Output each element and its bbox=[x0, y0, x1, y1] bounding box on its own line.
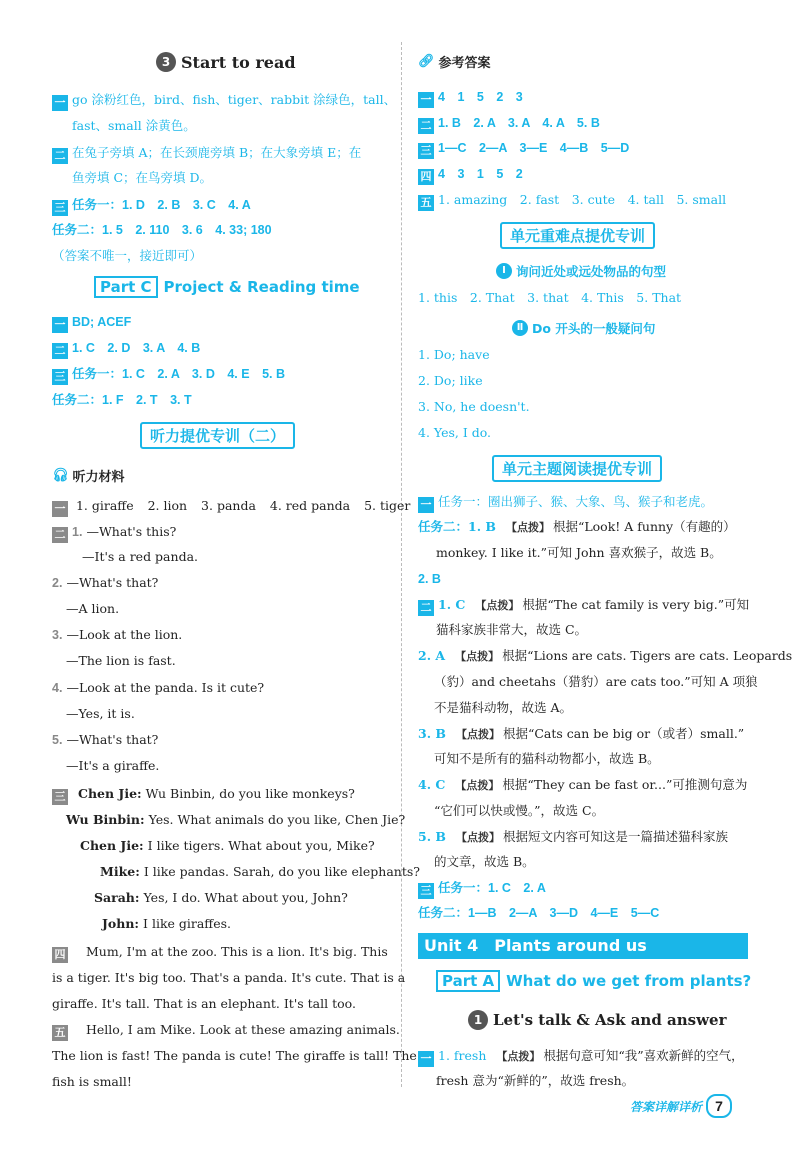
explanation-text: 根据“Lions are cats. Tigers are cats. Leopards bbox=[502, 648, 793, 663]
answer-lead: 2. A bbox=[418, 648, 446, 663]
speaker-name: Chen Jie: bbox=[80, 838, 144, 853]
section-tag: 四 bbox=[418, 169, 434, 185]
start-to-read-heading bbox=[156, 52, 296, 72]
section-tag: 五 bbox=[52, 1025, 68, 1041]
answer-line bbox=[52, 314, 131, 333]
part-label: Part A bbox=[436, 970, 500, 992]
answer-lead: 4. C bbox=[418, 777, 446, 792]
explanation-line: 猫科家族非常大，故选 C。 bbox=[436, 622, 588, 637]
page-number: 7 bbox=[706, 1094, 732, 1118]
explanation-text: 根据句意可知“我”喜欢新鲜的空气， bbox=[543, 1048, 744, 1063]
dialogue-line: I like giraffes. bbox=[143, 916, 231, 931]
answer-note: （答案不唯一，接近即可） bbox=[52, 248, 203, 263]
answer-line bbox=[418, 89, 523, 108]
listening-material-header bbox=[52, 466, 125, 485]
header-label: 参考答案 bbox=[438, 56, 491, 71]
page-footer bbox=[630, 1094, 732, 1118]
dialogue-line: —It's a red panda. bbox=[82, 549, 198, 564]
explanation-line bbox=[418, 648, 792, 665]
section-tag: 二 bbox=[418, 600, 434, 616]
dialogue-line: Yes, I do. What about you, John? bbox=[143, 890, 348, 905]
answer-line: 1. Do; have bbox=[418, 347, 490, 362]
hint-label: 【点拨】 bbox=[455, 650, 500, 663]
section-tag: 五 bbox=[418, 195, 434, 211]
answer-line: 鱼旁填 C；在鸟旁填 D。 bbox=[72, 170, 213, 185]
dialogue-row bbox=[94, 890, 348, 906]
word-item: 1. giraffe bbox=[75, 498, 134, 513]
paperclip-icon: 🔗︎ bbox=[418, 54, 435, 69]
explanation-text: 根据“Look! A funny（有趣的） bbox=[552, 519, 736, 534]
hint-label: 【点拨】 bbox=[455, 831, 500, 844]
answer-line bbox=[418, 140, 629, 159]
dialogue-line: —Look at the panda. Is it cute? bbox=[66, 680, 265, 695]
speaker-name: Wu Binbin: bbox=[66, 812, 145, 827]
roman-numeral-icon: Ⅱ bbox=[512, 320, 528, 336]
section-tag: 一 bbox=[52, 95, 68, 111]
answer-line: 任务二：1—B 2—A 3—D 4—E 5—C bbox=[418, 906, 660, 920]
section-tag: 一 bbox=[52, 501, 68, 517]
listening-line bbox=[52, 680, 264, 696]
explanation-line: （豹）and cheetahs（猎豹）are cats too.”可知 A 项狼 bbox=[434, 674, 758, 689]
hint-label: 【点拨】 bbox=[455, 728, 500, 741]
answer-line bbox=[52, 340, 200, 359]
headphones-icon: 🎧︎ bbox=[52, 468, 69, 483]
hint-label: 【点拨】 bbox=[496, 1050, 541, 1063]
explanation-text: 根据“Cats can be big or（或者）small.” bbox=[502, 726, 745, 741]
lets-talk-heading bbox=[468, 1010, 726, 1030]
dialogue-line: —What's this? bbox=[86, 524, 177, 539]
hint-label: 【点拨】 bbox=[475, 599, 520, 612]
dialogue-line: —What's that? bbox=[66, 732, 159, 747]
section-tag: 二 bbox=[52, 343, 68, 359]
dialogue-row bbox=[100, 864, 420, 880]
unit-difficulty-banner: 单元重难点提优专训 bbox=[500, 222, 655, 249]
section-tag: 三 bbox=[52, 369, 68, 385]
dialogue-row bbox=[66, 812, 405, 828]
column-divider bbox=[401, 42, 402, 1087]
section-tag: 三 bbox=[418, 143, 434, 159]
subheading-1 bbox=[496, 262, 666, 280]
answer-lead: 任务二：1. B bbox=[418, 519, 496, 534]
dialogue-line: —What's that? bbox=[66, 575, 159, 590]
speaker-name: Chen Jie: bbox=[78, 786, 142, 801]
section-title: Start to read bbox=[181, 52, 296, 72]
item-number: 2. bbox=[52, 576, 63, 590]
answer-text: 在兔子旁填 A；在长颈鹿旁填 B；在大象旁填 E；在 bbox=[72, 145, 362, 160]
passage-line bbox=[52, 944, 388, 963]
explanation-line bbox=[418, 1048, 744, 1067]
section-number: 1 bbox=[468, 1010, 488, 1030]
explanation-line: 的文章，故选 B。 bbox=[434, 854, 535, 869]
part-label: Part C bbox=[94, 276, 158, 298]
listening-line bbox=[52, 575, 158, 591]
listening-line bbox=[52, 627, 182, 643]
subheading-2 bbox=[512, 319, 655, 337]
explanation-line bbox=[418, 519, 736, 536]
answer-line: 2. B bbox=[418, 572, 441, 586]
word-item: 2. lion bbox=[147, 498, 188, 513]
answer-text: 4 1 5 2 3 bbox=[438, 90, 523, 104]
word-item: 5. tiger bbox=[364, 498, 411, 513]
passage-line: giraffe. It's tall. That is an elephant. It's tall too. bbox=[52, 996, 356, 1011]
footer-label: 答案详解详析 bbox=[630, 1099, 703, 1114]
answer-line bbox=[52, 366, 285, 385]
listening-line bbox=[52, 524, 176, 543]
reference-answer-header bbox=[418, 52, 491, 71]
word-item: 3. panda bbox=[201, 498, 256, 513]
answer-lead: 1. C bbox=[438, 597, 466, 612]
explanation-line: fresh 意为“新鲜的”，故选 fresh。 bbox=[436, 1073, 635, 1088]
dialogue-line: —Look at the lion. bbox=[66, 627, 183, 642]
passage-text: Mum, I'm at the zoo. This is a lion. It's big. This bbox=[86, 944, 388, 959]
speaker-name: John: bbox=[102, 916, 140, 931]
explanation-line bbox=[418, 726, 744, 743]
answer-text: BD; ACEF bbox=[72, 315, 132, 329]
answer-text: 任务一：1. C 2. A 3. D 4. E 5. B bbox=[72, 367, 286, 381]
explanation-line bbox=[418, 597, 749, 616]
item-number: 5. bbox=[52, 733, 63, 747]
section-tag: 三 bbox=[52, 200, 68, 216]
answer-line: 任务二：1. 5 2. 110 3. 6 4. 33; 180 bbox=[52, 223, 272, 237]
item-number: 3. bbox=[52, 628, 63, 642]
answer-text: 1. amazing 2. fast 3. cute 4. tall 5. small bbox=[438, 192, 727, 207]
section-tag: 一 bbox=[418, 92, 434, 108]
answer-line bbox=[418, 115, 600, 134]
passage-line: is a tiger. It's big too. That's a panda. It's cute. That is a bbox=[52, 970, 406, 985]
item-number: 1. bbox=[72, 525, 83, 539]
part-a-heading bbox=[436, 972, 751, 990]
explanation-text: 根据短文内容可知这是一篇描述猫科家族 bbox=[502, 829, 728, 844]
answer-line: 任务二：1. F 2. T 3. T bbox=[52, 393, 192, 407]
passage-line bbox=[52, 1022, 400, 1041]
answer-line bbox=[418, 192, 726, 211]
part-c-heading bbox=[94, 278, 360, 296]
item-number: 4. bbox=[52, 681, 63, 695]
explanation-line: monkey. I like it.”可知 John 喜欢猴子，故选 B。 bbox=[436, 545, 722, 560]
answer-line: 1. this 2. That 3. that 4. This 5. That bbox=[418, 290, 682, 305]
section-tag: 四 bbox=[52, 947, 68, 963]
answer-text: 任务一：1. D 2. B 3. C 4. A bbox=[72, 198, 251, 212]
dialogue-line: Yes. What animals do you like, Chen Jie? bbox=[148, 812, 406, 827]
answer-line: 2. Do; like bbox=[418, 373, 483, 388]
part-title: What do we get from plants? bbox=[506, 972, 752, 990]
speaker-name: Mike: bbox=[100, 864, 140, 879]
passage-line: fish is small! bbox=[52, 1074, 132, 1089]
explanation-text: 根据“They can be fast or...”可推测句意为 bbox=[502, 777, 748, 792]
answer-text: 任务一：圈出狮子、猴、大象、鸟、猴子和老虎。 bbox=[438, 494, 714, 509]
explanation-line: 不是猫科动物，故选 A。 bbox=[434, 700, 573, 715]
section-tag: 三 bbox=[52, 789, 68, 805]
answer-line: 4. Yes, I do. bbox=[418, 425, 492, 440]
explanation-line bbox=[418, 777, 747, 794]
answer-text: 1. C 2. D 3. A 4. B bbox=[72, 341, 201, 355]
dialogue-line: —It's a giraffe. bbox=[66, 758, 160, 773]
explanation-line bbox=[418, 829, 728, 846]
dialogue-line: —A lion. bbox=[66, 601, 120, 616]
unit-title-bar: Unit 4 Plants around us bbox=[418, 933, 748, 959]
answer-line bbox=[418, 166, 523, 185]
dialogue-line: —Yes, it is. bbox=[66, 706, 135, 721]
answer-lead: 3. B bbox=[418, 726, 446, 741]
dialogue-row bbox=[80, 838, 375, 854]
subheading-text: Do 开头的一般疑问句 bbox=[532, 321, 656, 336]
section-tag: 一 bbox=[52, 317, 68, 333]
answer-lead: 1. fresh bbox=[438, 1048, 487, 1063]
explanation-text: 根据“The cat family is very big.”可知 bbox=[522, 597, 750, 612]
reading-banner: 单元主题阅读提优专训 bbox=[492, 455, 662, 482]
answer-line bbox=[52, 197, 251, 216]
answer-line bbox=[418, 494, 713, 513]
answer-text: go 涂粉红色，bird、fish、tiger、rabbit 涂绿色，tall、 bbox=[72, 92, 397, 107]
section-tag: 二 bbox=[52, 148, 68, 164]
listening-banner: 听力提优专训（二） bbox=[140, 422, 295, 449]
header-label: 听力材料 bbox=[72, 470, 125, 485]
section-tag: 二 bbox=[52, 527, 68, 543]
answer-text: 4 3 1 5 2 bbox=[438, 167, 523, 181]
section-title: Let's talk & Ask and answer bbox=[493, 1011, 727, 1029]
section-number: 3 bbox=[156, 52, 176, 72]
answer-line: fast、small 涂黄色。 bbox=[72, 118, 196, 133]
hint-label: 【点拨】 bbox=[505, 521, 550, 534]
answer-line: 3. No, he doesn't. bbox=[418, 399, 530, 414]
answer-text: 1—C 2—A 3—E 4—B 5—D bbox=[438, 141, 630, 155]
dialogue-row bbox=[102, 916, 231, 932]
answer-lead: 5. B bbox=[418, 829, 446, 844]
speaker-name: Sarah: bbox=[94, 890, 140, 905]
answer-text: 任务一：1. C 2. A bbox=[438, 881, 546, 895]
dialogue-line: I like pandas. Sarah, do you like elephants? bbox=[143, 864, 420, 879]
explanation-line: “它们可以快或慢。”，故选 C。 bbox=[434, 803, 605, 818]
roman-numeral-icon: Ⅰ bbox=[496, 263, 512, 279]
section-tag: 一 bbox=[418, 497, 434, 513]
dialogue-line: —The lion is fast. bbox=[66, 653, 176, 668]
passage-text: Hello, I am Mike. Look at these amazing animals. bbox=[86, 1022, 400, 1037]
answer-line bbox=[52, 92, 396, 111]
dialogue-row bbox=[52, 786, 355, 805]
answer-text: 1. B 2. A 3. A 4. A 5. B bbox=[438, 116, 600, 130]
explanation-line: 可知不是所有的猫科动物都小，故选 B。 bbox=[434, 751, 660, 766]
passage-line: The lion is fast! The panda is cute! The giraffe is tall! The bbox=[52, 1048, 417, 1063]
dialogue-line: Wu Binbin, do you like monkeys? bbox=[145, 786, 355, 801]
listening-line bbox=[52, 498, 410, 517]
dialogue-line: I like tigers. What about you, Mike? bbox=[147, 838, 375, 853]
word-item: 4. red panda bbox=[269, 498, 351, 513]
section-tag: 一 bbox=[418, 1051, 434, 1067]
answer-line bbox=[418, 880, 546, 899]
listening-line bbox=[52, 732, 158, 748]
section-tag: 二 bbox=[418, 118, 434, 134]
hint-label: 【点拨】 bbox=[455, 779, 500, 792]
subheading-text: 询问近处或远处物品的句型 bbox=[516, 264, 667, 279]
answer-line bbox=[52, 145, 361, 164]
section-tag: 三 bbox=[418, 883, 434, 899]
part-title: Project & Reading time bbox=[163, 278, 360, 296]
